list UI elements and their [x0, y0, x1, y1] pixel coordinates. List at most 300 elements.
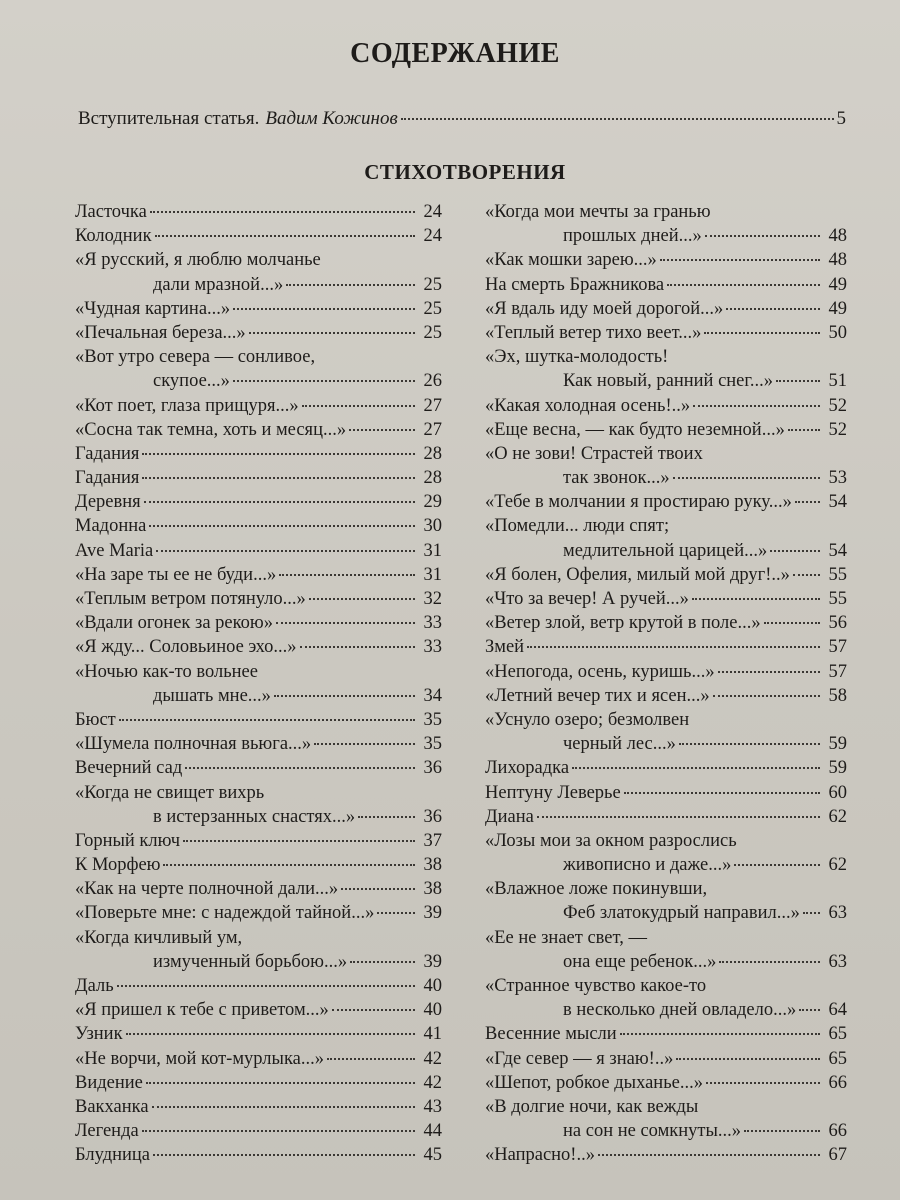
toc-page-number: 34	[423, 685, 442, 706]
toc-entry-title: «Я вдаль иду моей дорогой...»	[485, 298, 724, 319]
toc-entry-line	[485, 248, 847, 272]
toc-entry-line	[75, 345, 442, 369]
toc-entry-title: Как новый, ранний снег...»	[563, 371, 774, 392]
leader-dots	[153, 1154, 415, 1156]
toc-entry-line	[75, 926, 442, 950]
toc-entry-title: Деревня	[75, 492, 141, 513]
toc-entry-title: Весенние мысли	[485, 1024, 617, 1045]
toc-entry-title: прошлых дней...»	[563, 226, 702, 247]
toc-entry	[75, 466, 442, 490]
toc-entry-title: Даль	[75, 976, 114, 996]
toc-entry-title: Лихорадка	[485, 758, 570, 779]
leader-dots	[673, 477, 820, 479]
toc-page-number: 66	[828, 1121, 847, 1142]
toc-entry-line	[485, 200, 847, 224]
leader-dots	[726, 308, 820, 310]
leader-dots	[598, 1154, 820, 1156]
toc-entry-line	[75, 394, 442, 418]
toc-entry-title: Колодник	[75, 226, 152, 247]
toc-entry	[75, 200, 442, 224]
toc-page-number: 24	[423, 226, 442, 247]
toc-entry	[485, 708, 847, 756]
toc-entry	[75, 442, 442, 466]
toc-entry-line	[75, 756, 442, 780]
toc-entry-line	[75, 1119, 442, 1143]
toc-entry-line	[485, 1022, 847, 1046]
toc-entry-line	[485, 394, 847, 418]
toc-page-number: 32	[423, 589, 442, 609]
toc-entry	[485, 1022, 847, 1046]
leader-dots	[309, 598, 415, 600]
leader-dots	[152, 1106, 415, 1108]
toc-entry	[75, 611, 442, 635]
toc-entry-title: «Я русский, я люблю молчанье	[75, 250, 321, 271]
toc-entry-title: Феб златокудрый направил...»	[563, 903, 800, 924]
toc-entry-line	[75, 1143, 442, 1167]
leader-dots	[676, 1058, 820, 1060]
toc-entry	[75, 756, 442, 780]
toc-entry-title: Гадания	[75, 443, 140, 464]
toc-entry-line	[485, 684, 847, 708]
leader-dots	[660, 259, 820, 261]
leader-dots	[149, 525, 415, 527]
toc-entry	[75, 539, 442, 563]
toc-entry-line	[485, 926, 847, 950]
intro-label: Вступительная статья.	[78, 108, 260, 129]
toc-entry	[75, 224, 442, 248]
toc-page-number: 40	[423, 976, 442, 996]
toc-page-number: 67	[828, 1145, 847, 1166]
toc-page-number: 58	[828, 685, 847, 706]
toc-entry-title: Вакханка	[75, 1096, 149, 1117]
toc-entry-line	[75, 224, 442, 248]
leader-dots	[713, 695, 820, 697]
toc-entry-title: Диана	[485, 806, 534, 827]
leader-dots	[764, 622, 820, 624]
toc-entry	[75, 781, 442, 829]
toc-entry-line	[75, 611, 442, 635]
toc-entry-line	[485, 587, 847, 611]
toc-entry-title: черный лес...»	[563, 734, 676, 755]
toc-page-number: 62	[828, 806, 847, 827]
toc-entry-line	[485, 853, 847, 877]
toc-entry-title: так звонок...»	[563, 468, 670, 489]
toc-page-number: 38	[423, 879, 442, 900]
leader-dots	[527, 646, 820, 648]
toc-column-right	[485, 200, 847, 1168]
toc-entry-title: «Шумела полночная вьюга...»	[75, 734, 312, 755]
toc-entry-line	[75, 587, 442, 611]
toc-page-number: 35	[423, 734, 442, 755]
toc-entry-title: она еще ребенок...»	[563, 951, 717, 972]
toc-entry	[75, 1071, 442, 1095]
toc-entry-title: Змей	[485, 637, 525, 658]
leader-dots	[117, 985, 415, 987]
toc-entry-line	[485, 369, 847, 393]
leader-dots	[358, 816, 415, 818]
toc-entry-title: Ласточка	[75, 202, 147, 222]
toc-entry	[485, 563, 847, 587]
toc-entry-title: «Тебе в молчании я простираю руку...»	[485, 492, 792, 513]
toc-entry-title: «Что за вечер! А ручей...»	[485, 589, 689, 609]
toc-entry-line	[485, 1071, 847, 1095]
leader-dots	[770, 550, 820, 552]
toc-entry	[485, 660, 847, 684]
leader-dots	[163, 864, 415, 866]
leader-dots	[274, 695, 415, 697]
toc-entry	[485, 587, 847, 611]
toc-entry-title: Бюст	[75, 709, 116, 730]
toc-page-number: 66	[828, 1072, 847, 1093]
toc-entry	[75, 853, 442, 877]
toc-entry-title: «Когда мои мечты за гранью	[485, 202, 711, 222]
toc-entry-title: «Теплый ветер тихо веет...»	[485, 322, 702, 343]
toc-page-number: 25	[423, 322, 442, 343]
toc-entry	[485, 926, 847, 974]
toc-page-number: 29	[423, 492, 442, 513]
toc-entry	[75, 1119, 442, 1143]
leader-dots	[718, 671, 820, 673]
leader-dots	[286, 284, 415, 286]
toc-entry	[75, 998, 442, 1022]
toc-page-number: 62	[828, 855, 847, 876]
toc-entry	[75, 926, 442, 974]
toc-page-number: 36	[423, 758, 442, 779]
section-heading: СТИХОТВОРЕНИЯ	[364, 160, 566, 184]
toc-entry-line	[485, 224, 847, 248]
toc-entry-title: «Вот утро севера — сонливое,	[75, 347, 316, 368]
toc-entry-title: измученный борьбою...»	[153, 951, 348, 972]
toc-entry	[75, 708, 442, 732]
leader-dots	[744, 1130, 820, 1132]
toc-page-number: 54	[828, 492, 847, 513]
toc-page-number: 53	[828, 468, 847, 489]
leader-dots	[719, 961, 820, 963]
toc-entry-title: «Ночью как-то вольнее	[75, 661, 258, 682]
leader-dots	[314, 743, 415, 745]
toc-entry	[75, 563, 442, 587]
toc-entry	[485, 297, 847, 321]
toc-entry	[485, 418, 847, 442]
leader-dots	[146, 1082, 415, 1084]
toc-entry	[75, 321, 442, 345]
toc-entry	[485, 1143, 847, 1167]
toc-page-number: 52	[828, 419, 847, 440]
toc-column-left	[75, 200, 442, 1168]
toc-entry-title: дышать мне...»	[153, 685, 271, 706]
leader-dots	[276, 622, 415, 624]
toc-entry-line	[75, 950, 442, 974]
toc-entry-title: «Помедли... люди спят;	[485, 516, 670, 537]
toc-entry-line	[75, 321, 442, 345]
toc-entry-title: «Непогода, осень, куришь...»	[485, 661, 715, 682]
toc-page-number: 31	[423, 540, 442, 561]
toc-entry	[485, 514, 847, 562]
leader-dots	[142, 477, 415, 479]
toc-entry	[75, 1143, 442, 1167]
leader-dots	[349, 429, 415, 431]
toc-page-number: 38	[423, 855, 442, 876]
leader-dots	[119, 719, 415, 721]
toc-page-number: 42	[423, 1048, 442, 1069]
intro-page-number: 5	[836, 108, 846, 129]
toc-entry-line	[75, 297, 442, 321]
toc-entry-line	[75, 877, 442, 901]
toc-entry-title: «Печальная береза...»	[75, 322, 246, 343]
toc-entry-line	[485, 514, 847, 538]
toc-page-number: 36	[423, 806, 442, 827]
toc-page-number: 40	[423, 1000, 442, 1021]
toc-entry-line	[75, 200, 442, 224]
toc-entry	[485, 394, 847, 418]
leader-dots	[693, 405, 820, 407]
toc-entry-line	[75, 539, 442, 563]
leader-dots	[156, 550, 415, 552]
leader-dots	[401, 118, 834, 120]
toc-entry-line	[485, 442, 847, 466]
toc-entry-title: Блудница	[75, 1145, 151, 1166]
leader-dots	[350, 961, 415, 963]
toc-page-number: 49	[828, 298, 847, 319]
leader-dots	[341, 888, 415, 890]
toc-page-number: 63	[828, 903, 847, 924]
page-title: СОДЕРЖАНИЕ	[350, 38, 560, 69]
toc-entry	[75, 490, 442, 514]
toc-page-number: 39	[423, 903, 442, 924]
leader-dots	[803, 912, 820, 914]
leader-dots	[788, 429, 820, 431]
toc-page-number: 57	[828, 637, 847, 658]
toc-entry-line	[485, 321, 847, 345]
toc-page-number: 45	[423, 1145, 442, 1166]
toc-entry-title: живописно и даже...»	[563, 855, 732, 876]
toc-entry-title: Вечерний сад	[75, 758, 183, 779]
toc-page-number: 37	[423, 830, 442, 851]
toc-entry	[75, 418, 442, 442]
toc-entry	[485, 442, 847, 490]
toc-page-number: 48	[828, 250, 847, 271]
toc-entry	[485, 611, 847, 635]
intro-author: Вадим Кожинов	[265, 108, 398, 129]
toc-entry-line	[485, 1119, 847, 1143]
toc-page-number: 25	[423, 274, 442, 295]
toc-entry-title: «Сосна так темна, хоть и месяц...»	[75, 419, 347, 440]
leader-dots	[126, 1033, 415, 1035]
toc-entry-line	[485, 1047, 847, 1071]
toc-entry-title: «Чудная картина...»	[75, 298, 231, 319]
toc-entry-line	[75, 369, 442, 393]
toc-entry-line	[75, 998, 442, 1022]
toc-entry-line	[75, 684, 442, 708]
toc-entry	[485, 974, 847, 1022]
toc-entry	[485, 1047, 847, 1071]
toc-entry-line	[75, 829, 442, 853]
toc-entry-title: «Как мошки зарею...»	[485, 250, 657, 271]
leader-dots	[183, 840, 415, 842]
toc-entry-title: «Вдали огонек за рекою»	[75, 613, 273, 634]
toc-entry-title: «Как на черте полночной дали...»	[75, 879, 339, 900]
toc-entry	[75, 877, 442, 901]
toc-entry	[75, 587, 442, 611]
toc-page-number: 28	[423, 443, 442, 464]
toc-entry-line	[485, 756, 847, 780]
toc-entry	[485, 1071, 847, 1095]
toc-entry-line	[485, 950, 847, 974]
toc-page-number: 54	[828, 540, 847, 561]
toc-entry-line	[75, 635, 442, 659]
leader-dots	[537, 816, 820, 818]
toc-page-number: 57	[828, 661, 847, 682]
toc-page-number: 65	[828, 1024, 847, 1045]
toc-entry-title: Легенда	[75, 1121, 139, 1142]
toc-entry-title: На смерть Бражникова	[485, 274, 665, 295]
leader-dots	[144, 501, 415, 503]
leader-dots	[620, 1033, 820, 1035]
toc-entry	[485, 1095, 847, 1143]
toc-page-number: 35	[423, 709, 442, 730]
toc-page-number: 59	[828, 734, 847, 755]
leader-dots	[705, 235, 820, 237]
toc-entry-line	[75, 1022, 442, 1046]
toc-entry-title: «Эх, шутка-молодость!	[485, 347, 669, 368]
toc-entry-line	[75, 732, 442, 756]
toc-entry-title: «На заре ты ее не буди...»	[75, 564, 277, 585]
toc-entry-title: «Теплым ветром потянуло...»	[75, 589, 306, 609]
toc-entry	[485, 200, 847, 248]
toc-entry-title: «Уснуло озеро; безмолвен	[485, 709, 690, 730]
toc-entry-line	[75, 901, 442, 925]
toc-entry-title: «Влажное ложе покинувши,	[485, 879, 708, 900]
toc-entry-line	[485, 273, 847, 297]
toc-page-number: 33	[423, 637, 442, 658]
toc-entry-line	[75, 1095, 442, 1119]
leader-dots	[692, 598, 820, 600]
toc-entry-line	[485, 490, 847, 514]
toc-page-number: 50	[828, 322, 847, 343]
toc-entry	[485, 877, 847, 925]
toc-entry-line	[485, 345, 847, 369]
toc-entry-title: «Какая холодная осень!..»	[485, 395, 691, 416]
toc-page-number: 39	[423, 951, 442, 972]
toc-entry	[485, 635, 847, 659]
toc-entry	[75, 297, 442, 321]
toc-entry-line	[485, 829, 847, 853]
toc-entry-title: Ave Maria	[75, 540, 154, 561]
toc-entry-line	[485, 732, 847, 756]
leader-dots	[142, 1130, 415, 1132]
leader-dots	[572, 767, 820, 769]
toc-entry-line	[485, 418, 847, 442]
toc-entry-line	[485, 1095, 847, 1119]
toc-entry-title: «Где север — я знаю!..»	[485, 1048, 674, 1069]
toc-entry-title: на сон не сомкнуты...»	[563, 1121, 742, 1142]
toc-entry	[75, 732, 442, 756]
toc-entry-line	[75, 490, 442, 514]
toc-page-number: 64	[828, 1000, 847, 1021]
toc-page-number: 30	[423, 516, 442, 537]
toc-entry-line	[75, 708, 442, 732]
toc-entry-line	[485, 635, 847, 659]
toc-page-number: 55	[828, 564, 847, 585]
toc-entry-line	[75, 853, 442, 877]
toc-entry-title: «Ее не знает свет, —	[485, 927, 647, 948]
toc-entry	[75, 1022, 442, 1046]
toc-entry	[75, 345, 442, 393]
toc-page-number: 48	[828, 226, 847, 247]
toc-page-number: 24	[423, 202, 442, 222]
leader-dots	[249, 332, 415, 334]
toc-entry-line	[75, 1071, 442, 1095]
toc-entry	[485, 805, 847, 829]
toc-entry-title: «В долгие ночи, как вежды	[485, 1096, 699, 1117]
toc-entry-title: К Морфею	[75, 855, 161, 876]
toc-page-number: 27	[423, 419, 442, 440]
toc-entry-line	[75, 563, 442, 587]
toc-entry	[75, 635, 442, 659]
toc-entry-title: скупое...»	[153, 371, 230, 392]
toc-entry-title: в несколько дней овладело...»	[563, 1000, 797, 1021]
leader-dots	[300, 646, 415, 648]
toc-page-number: 25	[423, 298, 442, 319]
toc-entry	[485, 345, 847, 393]
leader-dots	[706, 1082, 820, 1084]
leader-dots	[155, 235, 415, 237]
leader-dots	[734, 864, 820, 866]
toc-entry-line	[485, 539, 847, 563]
toc-entry-title: «Когда не свищет вихрь	[75, 782, 265, 803]
toc-entry-line	[485, 708, 847, 732]
toc-entry-line	[75, 248, 442, 272]
toc-entry-line	[485, 781, 847, 805]
toc-page-number: 52	[828, 395, 847, 416]
toc-entry-title: Горный ключ	[75, 830, 181, 851]
toc-page-number: 63	[828, 951, 847, 972]
toc-entry-line	[75, 442, 442, 466]
toc-entry-title: дали мразной...»	[153, 274, 284, 295]
toc-entry-title: «Ветер злой, ветр крутой в поле...»	[485, 613, 761, 634]
toc-entry	[75, 1047, 442, 1071]
toc-entry	[485, 273, 847, 297]
toc-entry	[75, 660, 442, 708]
toc-entry-line	[485, 466, 847, 490]
toc-entry	[485, 490, 847, 514]
toc-entry-line	[485, 563, 847, 587]
toc-entry-line	[75, 273, 442, 297]
toc-entry-line	[75, 514, 442, 538]
leader-dots	[142, 453, 415, 455]
toc-entry-title: «Поверьте мне: с надеждой тайной...»	[75, 903, 375, 924]
toc-page-number: 44	[423, 1121, 442, 1142]
toc-entry-title: «Я жду... Соловьиное эхо...»	[75, 637, 297, 658]
toc-page-number: 43	[423, 1096, 442, 1117]
leader-dots	[704, 332, 820, 334]
toc-entry-title: «Лозы мои за окном разрослись	[485, 830, 737, 851]
toc-entry-line	[485, 877, 847, 901]
leader-dots	[377, 912, 415, 914]
toc-entry	[485, 781, 847, 805]
toc-entry-line	[75, 660, 442, 684]
leader-dots	[667, 284, 820, 286]
toc-page-number: 26	[423, 371, 442, 392]
toc-entry-title: «Странное чувство какое-то	[485, 976, 707, 996]
toc-page-number: 41	[423, 1024, 442, 1045]
toc-page-number: 49	[828, 274, 847, 295]
toc-entry-title: Мадонна	[75, 516, 147, 537]
leader-dots	[624, 792, 820, 794]
toc-entry-line	[485, 901, 847, 925]
toc-page-number: 27	[423, 395, 442, 416]
toc-entry-title: «О не зови! Страстей твоих	[485, 443, 703, 464]
